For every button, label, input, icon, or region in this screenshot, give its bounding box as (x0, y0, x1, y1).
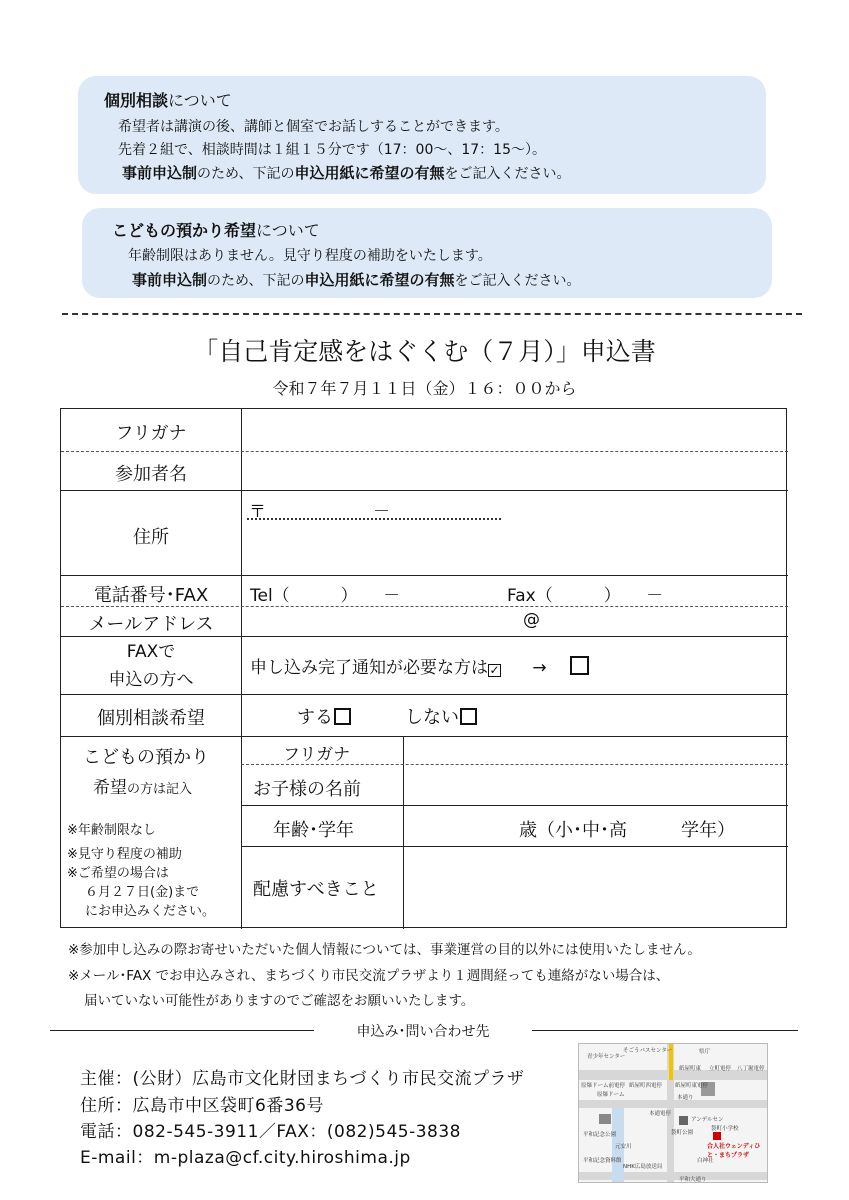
child-note-3: ※ご希望の場合は (67, 866, 169, 881)
map-label: 袋町公園 (671, 1130, 694, 1136)
map-label: 元安川 (615, 1144, 632, 1150)
map-label: 平和記念公園 (583, 1132, 617, 1138)
map-label: 合人社ウェンディひと・まちプラザ (707, 1143, 761, 1159)
child-name-label: お子様の名前 (253, 779, 361, 800)
map-label: 白神社 (697, 1158, 714, 1164)
email-field[interactable] (242, 607, 787, 635)
consult-no-option[interactable] (405, 703, 477, 729)
child-age-field[interactable]: 歳（小･中･高 学年） (519, 820, 735, 841)
postal-dash: － (373, 502, 390, 522)
map-label: 紙屋町東電停 (675, 1083, 709, 1089)
map-label: 袋町小学校 (711, 1126, 739, 1132)
map-label: そごうバスセンター (623, 1048, 673, 1054)
map-label: 原爆ドーム (597, 1092, 625, 1098)
map-label: 原爆ドーム前電停 (581, 1083, 626, 1089)
child-furigana-field[interactable] (404, 737, 787, 764)
child-note-2: ※見守り程度の補助 (67, 847, 182, 862)
row-divider (61, 694, 788, 695)
consult-yes-checkbox[interactable] (334, 708, 351, 725)
contact-rule-right (532, 1030, 798, 1031)
privacy-note: ※参加申し込みの際お寄せいただいた個人情報については、事業運営の目的以外には使用いたしません。 (68, 942, 701, 958)
childcare-info-box (82, 208, 772, 298)
contact-email: E-mail：m-plaza@cf.city.hiroshima.jp (80, 1148, 411, 1168)
contact-address: 住所：広島市中区袋町6番36号 (80, 1096, 324, 1116)
contact-note-1: ※メール･FAX でお申込みされ、まちづくり市民交流プラザより１週間経っても連絡がない場合は、 (68, 968, 670, 984)
consult-info-title: 個別相談について (104, 91, 232, 110)
map-label: 紙屋町東 (679, 1066, 702, 1072)
form-date: 令和７年７月１１日（金）１６：００から (272, 379, 577, 398)
fax-apply-label-2: 申込の方へ (108, 670, 194, 690)
child-note-5: にお申込みください。 (85, 904, 216, 919)
map-label: 青少年センター (587, 1054, 626, 1060)
map-label: 本通り (677, 1095, 694, 1101)
map-label: アンデルセン (691, 1117, 724, 1123)
fax-field[interactable]: Fax（ ） － (507, 586, 664, 606)
consult-info-line2: 先着２組で、相談時間は１組１５分です（17：00～、17：15～）。 (118, 142, 546, 158)
name-field[interactable] (242, 452, 787, 490)
fax-apply-label-1: FAXで (126, 642, 176, 662)
map-label: 平和記念資料館 (583, 1158, 622, 1164)
child-section-label-2: 希望の方は記入 (93, 778, 193, 798)
contact-phone: 電話：082-545-3911／FAX：(082)545-3838 (80, 1122, 461, 1142)
map-label: 県庁 (699, 1049, 711, 1055)
form-title: 「自己肯定感をはぐくむ（７月）」申込書 (193, 337, 656, 366)
child-name-field[interactable] (404, 765, 787, 805)
location-map (578, 1043, 768, 1183)
row-divider (61, 575, 788, 576)
consult-wish-label: 個別相談希望 (97, 708, 205, 729)
contact-rule-left (50, 1030, 314, 1031)
consult-info-line1: 希望者は講演の後、講師と個室でお話しすることができます。 (118, 119, 509, 135)
childcare-info-line1: 年齢制限はありません。見守り程度の補助をいたします。 (128, 248, 492, 264)
application-form-table (60, 408, 787, 928)
at-mark: @ (523, 610, 540, 630)
childcare-info-title: こどもの預かり希望について (112, 221, 320, 240)
child-age-label: 年齢･学年 (273, 820, 354, 841)
address-field[interactable] (242, 521, 787, 575)
postal-underline (247, 518, 501, 520)
address-label: 住所 (133, 527, 169, 548)
contact-heading: 申込み･問い合わせ先 (356, 1024, 490, 1040)
tel-field[interactable]: Tel（ ） － (250, 586, 401, 606)
cut-line (62, 313, 802, 315)
childcare-info-line2: 事前申込制のため、下記の申込用紙に希望の有無をご記入ください。 (132, 271, 581, 289)
map-label: 紙屋町西電停 (629, 1083, 663, 1089)
notify-example-checkbox: ✓ (489, 663, 500, 677)
consult-no-label: しない (405, 707, 459, 728)
child-furigana-label: フリガナ (283, 745, 351, 765)
consult-info-line3: 事前申込制のため、下記の申込用紙に希望の有無をご記入ください。 (122, 164, 571, 182)
arrow-icon: → (532, 658, 547, 678)
map-label: 本通電停 (649, 1111, 672, 1117)
map-label: 平和大通り (679, 1177, 707, 1183)
map-label: 立町電停 (709, 1066, 732, 1072)
consult-yes-label: する (297, 707, 333, 728)
notify-text: 申し込み完了通知が必要な方は (250, 658, 488, 678)
child-note-1: ※年齢制限なし (67, 823, 156, 838)
name-label: 参加者名 (115, 464, 187, 485)
child-consider-field[interactable] (404, 847, 787, 927)
map-label: 八丁堀電停 (737, 1066, 765, 1072)
row-divider (61, 490, 788, 491)
furigana-label: フリガナ (115, 423, 187, 444)
notify-row (250, 653, 589, 678)
furigana-field[interactable] (242, 409, 787, 451)
row-divider (241, 805, 788, 806)
child-consider-label: 配慮すべきこと (253, 879, 379, 900)
notify-checkbox[interactable] (570, 656, 589, 675)
consult-no-checkbox[interactable] (460, 708, 477, 725)
map-label: NHK広島放送局 (623, 1164, 663, 1170)
phone-label: 電話番号･FAX (93, 585, 209, 606)
consult-info-box (78, 76, 766, 194)
child-section-label-1: こどもの預かり (83, 747, 209, 768)
email-label: メールアドレス (88, 614, 214, 635)
consult-yes-option[interactable] (297, 703, 351, 729)
postal-mark: 〒 (249, 502, 266, 522)
organizer: 主催：(公財）広島市文化財団まちづくり市民交流プラザ (80, 1069, 525, 1089)
contact-note-2: 届いていない可能性がありますのでご確認をお願いいたします。 (84, 993, 475, 1009)
child-note-4: ６月２７日(金)まで (85, 885, 200, 900)
